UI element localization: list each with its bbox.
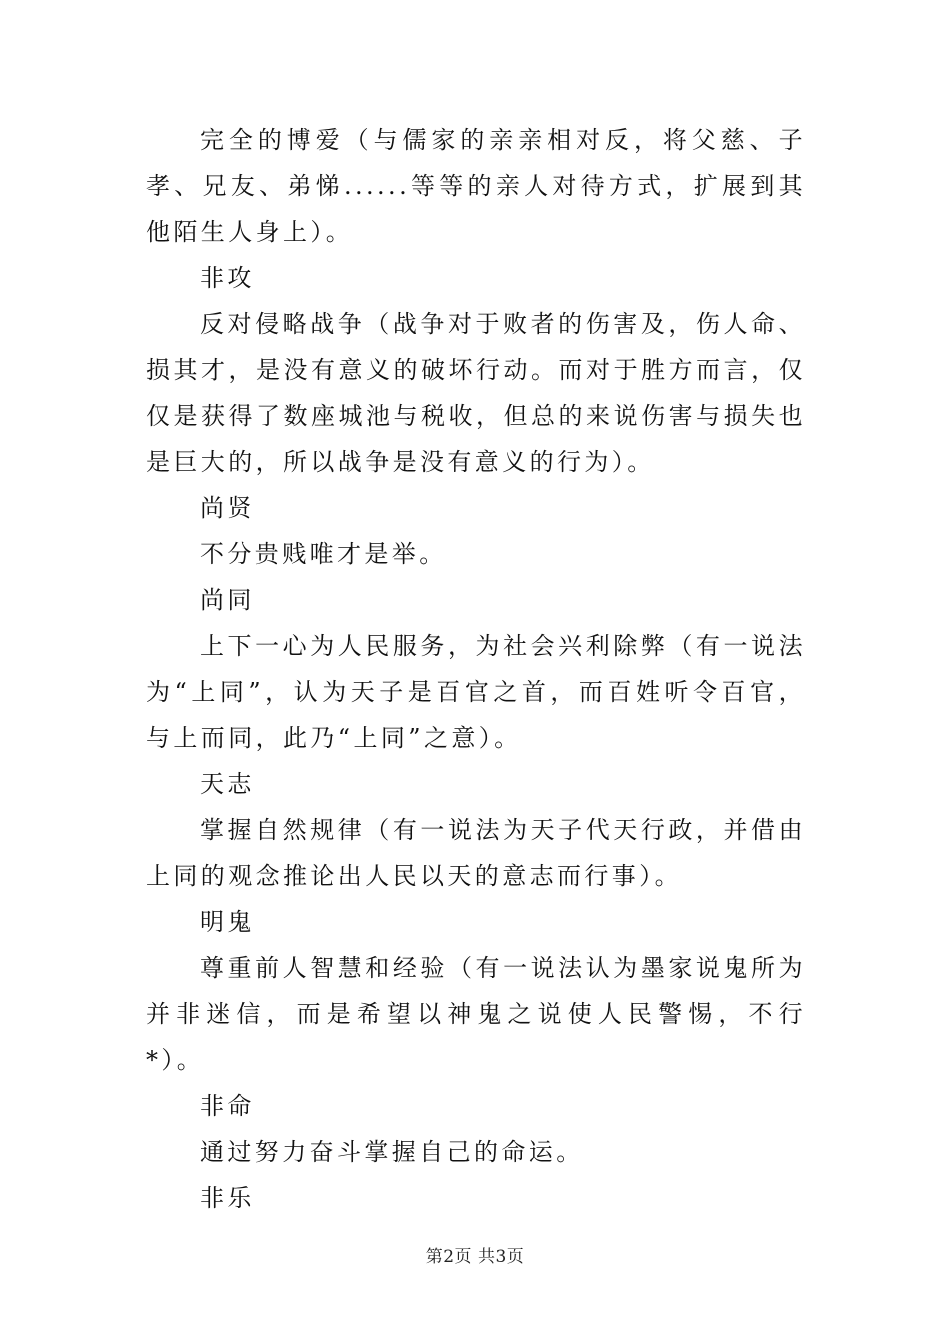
- paragraph-universal-love: 完全的博爱（与儒家的亲亲相对反，将父慈、子孝、兄友、弟悌......等等的亲人对待方式，扩展到其他陌生人身上）。: [146, 126, 806, 246]
- paragraph-shang-xian: 不分贵贱唯才是举。: [200, 540, 447, 568]
- heading-ming-gui: 明鬼: [200, 908, 255, 936]
- paragraph-shang-tong: 上下一心为人民服务，为社会兴利除弊（有一说法为“上同”，认为天子是百官之首，而百姓听令百官，与上而同，此乃“上同”之意）。: [146, 632, 806, 752]
- heading-fei-yue: 非乐: [200, 1184, 255, 1212]
- paragraph-fei-gong: 反对侵略战争（战争对于败者的伤害及，伤人命、损其才，是没有意义的破坏行动。而对于胜方而言，仅仅是获得了数座城池与税收，但总的来说伤害与损失也是巨大的，所以战争是没有意义的行为）。: [146, 310, 806, 476]
- paragraph-ming-gui: 尊重前人智慧和经验（有一说法认为墨家说鬼所为并非迷信，而是希望以神鬼之说使人民警惕，不行*）。: [146, 954, 806, 1074]
- heading-shang-xian: 尚贤: [200, 494, 255, 522]
- heading-fei-gong: 非攻: [200, 264, 255, 292]
- document-body: [146, 117, 806, 1221]
- heading-fei-ming: 非命: [200, 1092, 255, 1120]
- page-number-footer: 第2页 共3页: [425, 1247, 525, 1267]
- paragraph-fei-ming: 通过努力奋斗掌握自己的命运。: [200, 1138, 584, 1166]
- heading-shang-tong: 尚同: [200, 586, 255, 614]
- heading-tian-zhi: 天志: [200, 770, 255, 798]
- paragraph-tian-zhi: 掌握自然规律（有一说法为天子代天行政，并借由上同的观念推论出人民以天的意志而行事）。: [146, 816, 806, 890]
